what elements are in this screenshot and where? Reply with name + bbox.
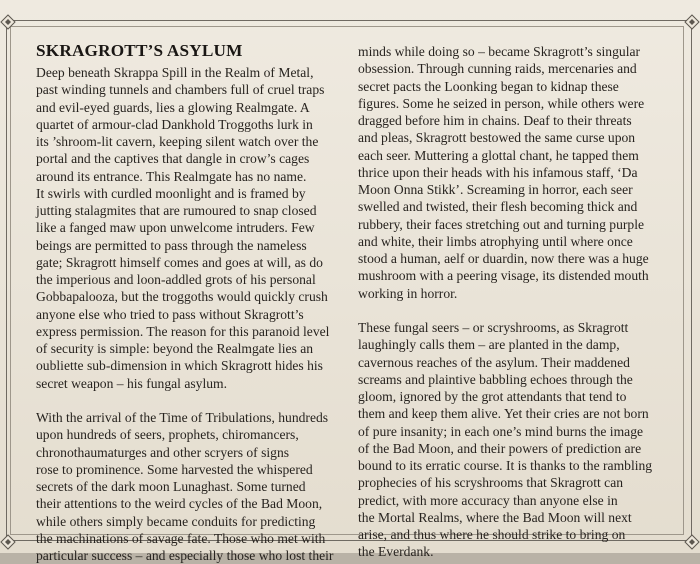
text-line: Moon Onna Stikk’. Screaming in horror, each seer	[358, 182, 633, 197]
text-line: secrets of the dark moon Lunaghast. Some turned	[36, 479, 306, 494]
corner-ornament-icon	[0, 534, 16, 550]
text-line: each seer. Muttering a glottal chant, he tapped them	[358, 147, 639, 163]
text-line: while others simply became conduits for predicting	[36, 513, 316, 529]
text-line: of security is simple: beyond the Realmgate lies an	[36, 341, 314, 356]
text-line: predict, with more accuracy than anyone else in	[358, 492, 618, 508]
text-line: the Everdank.	[358, 544, 434, 560]
text-line: and white, their limbs atrophying until where once	[358, 233, 633, 249]
text-line: gloom, ignored by the grot attendants that tend to	[358, 389, 627, 404]
text-line: the imperious and loon-addled grots of his personal	[36, 272, 316, 287]
text-line: minds while doing so – became Skragrott’s singular	[358, 44, 641, 59]
text-line: laughingly calls them – are planted in the damp,	[358, 337, 620, 353]
text-line: thrice upon their heads with his infamous staff, ‘Da	[358, 164, 638, 180]
text-line: oubliette sub-dimension in which Skragrott hides his	[36, 358, 323, 374]
text-line: rose to prominence. Some harvested the whispered	[36, 461, 313, 477]
text-line: Deep beneath Skrappa Spill in the Realm of Metal,	[36, 65, 314, 80]
text-line: portal and the captives that dangle in crow’s cages	[36, 151, 310, 167]
text-line: their attentions to the weird cycles of the Bad Moon,	[36, 496, 323, 512]
text-line: dragged before him in chains. Deaf to their threats	[358, 113, 632, 128]
text-line: the Mortal Realms, where the Bad Moon will next	[358, 509, 632, 525]
text-line: past winding tunnels and chambers full of cruel traps	[36, 82, 325, 98]
text-line: express permission. The reason for this paranoid level	[36, 323, 330, 339]
text-line: These fungal seers – or scryshrooms, as Skragrott	[358, 320, 629, 335]
text-line: beings are permitted to pass through the nameless	[36, 237, 307, 253]
corner-ornament-icon	[0, 14, 16, 30]
corner-ornament-icon	[684, 14, 700, 30]
paragraph-gap	[358, 302, 686, 319]
text-line: like a fanged maw upon unwelcome intruders. Few	[36, 220, 315, 236]
text-line: upon hundreds of seers, prophets, chiromancers,	[36, 427, 299, 443]
text-line: stood a human, aelf or duardin, now there was a huge	[358, 251, 649, 266]
text-line: of pure insanity; in each one’s mind burns the image	[358, 423, 644, 439]
corner-ornament-icon	[684, 534, 700, 550]
left-text-column	[36, 64, 364, 564]
text-line: secret pacts the Loonking began to kidnap these	[358, 78, 619, 94]
text-line: figures. Some he seized in person, while others were	[358, 95, 645, 111]
text-line: the machinations of savage fate. Those who met with	[36, 530, 326, 546]
text-line: obsession. Through cunning raids, mercenaries and	[358, 61, 637, 77]
text-line: It swirls with curdled moonlight and is framed by	[36, 185, 306, 201]
text-line: particular success – and especially those who lost their	[36, 548, 334, 563]
text-line: chronothaumaturges and other scryers of signs	[36, 444, 290, 460]
right-text-column	[358, 43, 686, 561]
text-line: of the Bad Moon, and their powers of prediction are	[358, 440, 642, 456]
text-line: working in horror.	[358, 285, 458, 301]
text-line: Gobbapalooza, but the troggoths would quickly crush	[36, 289, 328, 305]
text-line: bound to its erratic course. It is thanks to the rambling	[358, 458, 653, 473]
text-line: screams and plaintive babbling echoes through the	[358, 371, 633, 387]
text-line: secret weapon – his fungal asylum.	[36, 375, 228, 391]
text-line: With the arrival of the Time of Tribulations, hundreds	[36, 410, 329, 425]
text-line: anyone else who tried to pass without Skragrott’s	[36, 306, 304, 322]
text-line: around its entrance. This Realmgate has no name.	[36, 168, 307, 184]
text-line: and pleas, Skragrott bestowed the same curse upon	[358, 130, 636, 146]
text-line: cavernous reaches of the asylum. Their maddened	[358, 354, 630, 370]
text-line: quartet of armour-clad Dankhold Troggoths lurk in	[36, 116, 313, 132]
text-line: them and keep them alive. Yet their cries are not born	[358, 406, 649, 422]
text-line: its ’shroom-lit cavern, keeping silent watch over the	[36, 134, 319, 149]
text-line: prophecies of his scryshrooms that Skragrott can	[358, 475, 624, 491]
text-line: arise, and thus where he should strike to bring on	[358, 527, 626, 542]
section-heading: SKRAGROTT’S ASYLUM	[36, 41, 243, 60]
text-line: mushroom with a peering visage, its distended mouth	[358, 268, 649, 284]
text-line: rubbery, their faces stretching out and turning purple	[358, 216, 645, 232]
text-line: gate; Skragrott himself comes and goes at will, as do	[36, 254, 323, 270]
text-line: and evil-eyed guards, lies a glowing Realmgate. A	[36, 99, 310, 115]
text-line: jutting stalagmites that are rumoured to snap closed	[36, 203, 317, 218]
paragraph-gap	[36, 392, 364, 409]
text-line: swelled and twisted, their flesh becoming thick and	[358, 199, 638, 215]
